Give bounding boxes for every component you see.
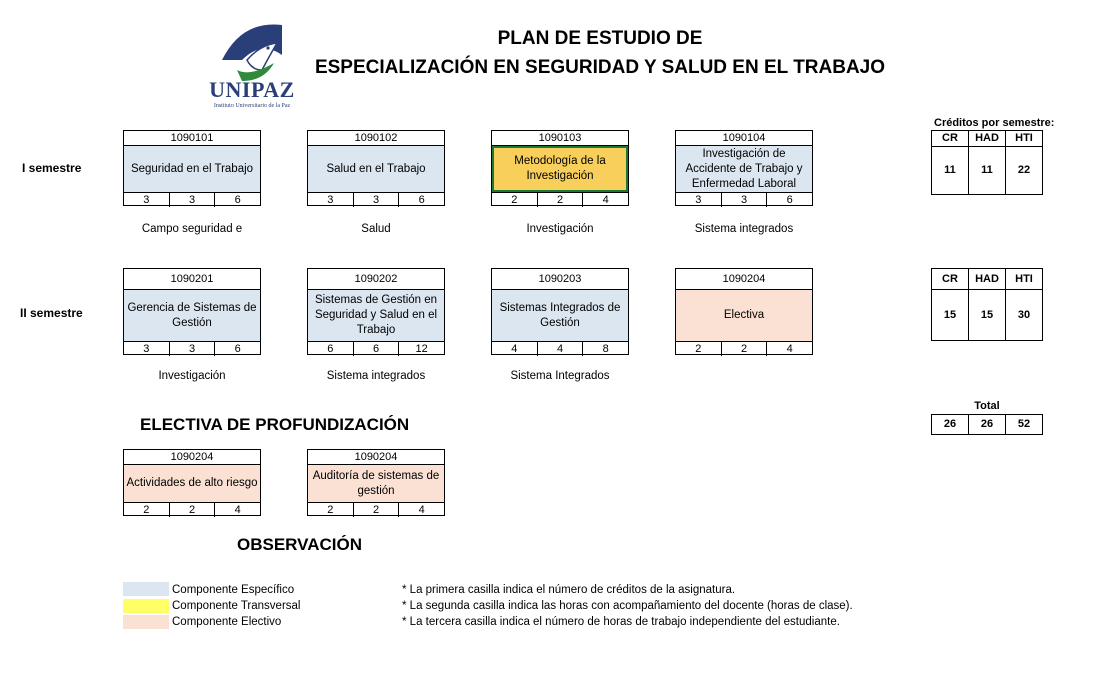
sem2-cr: 15 — [932, 290, 969, 340]
course-hti: 4 — [234, 504, 241, 516]
total-had: 26 — [969, 415, 1006, 434]
course-cr: 4 — [492, 342, 538, 356]
observation-note: * La segunda casilla indica las horas con acompañamiento del docente (horas de clase). — [402, 600, 853, 612]
course-hti: 6 — [786, 194, 793, 206]
course-cr: 6 — [308, 342, 354, 356]
course-code: 1090203 — [492, 269, 628, 290]
logo-text: UNIPAZ — [209, 77, 295, 102]
observation-note: * La tercera casilla indica el número de horas de trabajo independiente del estudiante. — [402, 616, 840, 628]
course-cr: 3 — [308, 193, 354, 207]
course-area: Salud — [361, 223, 391, 235]
course-card — [675, 268, 813, 355]
course-card — [123, 449, 261, 516]
course-had: 3 — [354, 193, 400, 207]
course-area: Sistema integrados — [326, 370, 426, 382]
course-name: Seguridad en el Trabajo — [124, 146, 260, 192]
course-card — [123, 268, 261, 355]
course-had: 6 — [354, 342, 400, 356]
course-had: 4 — [538, 342, 584, 356]
course-area: Investigación — [158, 370, 226, 382]
course-had: 2 — [354, 503, 400, 517]
course-name: Auditoría de sistemas de gestión — [308, 465, 444, 502]
semester2-label: II semestre — [20, 306, 83, 320]
course-name: Salud en el Trabajo — [308, 146, 444, 192]
observacion-title: OBSERVACIÓN — [237, 535, 363, 554]
course-area: Campo seguridad e — [141, 223, 243, 235]
course-card[interactable] — [491, 130, 629, 206]
course-cr: 2 — [124, 503, 170, 517]
legend-swatch-especifico — [123, 582, 169, 596]
semester2-credits-table — [931, 268, 1043, 341]
course-values — [308, 341, 444, 356]
course-code: 1090104 — [676, 131, 812, 146]
course-card — [307, 268, 445, 355]
course-had: 3 — [170, 342, 216, 356]
legend-label: Componente Transversal — [172, 600, 301, 612]
course-name: Sistemas Integrados de Gestión — [492, 290, 628, 341]
unipaz-logo — [202, 15, 302, 115]
course-name: Investigación de Accidente de Trabajo y Enfermedad Laboral — [676, 146, 812, 192]
col-hti: HTI — [1015, 132, 1033, 144]
course-cr: 3 — [676, 193, 722, 207]
sem1-had: 11 — [969, 147, 1006, 194]
course-hti: 6 — [418, 194, 425, 206]
course-had: 2 — [722, 342, 768, 356]
course-hti: 6 — [234, 343, 241, 355]
course-values — [676, 192, 812, 207]
sem1-hti: 22 — [1017, 164, 1031, 176]
total-cr: 26 — [932, 415, 969, 434]
col-hti: HTI — [1015, 273, 1033, 285]
col-had: HAD — [969, 269, 1006, 289]
course-card — [675, 130, 813, 206]
course-card — [307, 449, 445, 516]
course-name: Actividades de alto riesgo — [124, 465, 260, 502]
total-hti: 52 — [1017, 418, 1031, 430]
course-cr: 3 — [124, 342, 170, 356]
course-code: 1090201 — [124, 269, 260, 290]
col-cr: CR — [932, 131, 969, 146]
col-had: HAD — [969, 131, 1006, 146]
course-hti: 4 — [418, 504, 425, 516]
course-cr: 2 — [492, 193, 538, 207]
legend-label: Componente Específico — [172, 584, 295, 596]
course-code: 1090204 — [676, 269, 812, 290]
legend-swatch-electivo — [123, 615, 169, 629]
page-title-line2: ESPECIALIZACIÓN EN SEGURIDAD Y SALUD EN EL TRABAJO — [314, 57, 886, 78]
semester1-label: I semestre — [22, 161, 82, 175]
total-label: Total — [974, 400, 1000, 412]
course-area: Sistema integrados — [694, 223, 794, 235]
sem2-hti: 30 — [1017, 309, 1031, 321]
legend-swatch-transversal — [123, 599, 169, 613]
course-code: 1090103 — [492, 131, 628, 146]
course-name-selected-cell[interactable]: Metodología de la Investigación — [492, 146, 628, 192]
logo-subtext: Instituto Universitario de la Paz — [213, 103, 291, 109]
page-title-line1: PLAN DE ESTUDIO DE — [497, 28, 703, 49]
course-code: 1090204 — [124, 450, 260, 465]
electiva-title: ELECTIVA DE PROFUNDIZACIÓN — [140, 415, 410, 434]
course-code: 1090204 — [308, 450, 444, 465]
course-had: 3 — [722, 193, 768, 207]
course-hti: 4 — [602, 194, 609, 206]
course-name: Gerencia de Sistemas de Gestión — [124, 290, 260, 341]
total-credits-table — [931, 414, 1043, 435]
course-values — [124, 502, 260, 517]
course-code: 1090102 — [308, 131, 444, 146]
legend-label: Componente Electivo — [172, 616, 282, 628]
course-hti: 6 — [234, 194, 241, 206]
sem1-cr: 11 — [932, 147, 969, 194]
course-values — [492, 192, 628, 207]
sem2-had: 15 — [969, 290, 1006, 340]
course-area: Sistema Integrados — [510, 370, 610, 382]
course-hti: 12 — [415, 343, 428, 355]
course-values — [492, 341, 628, 356]
observation-note: * La primera casilla indica el número de créditos de la asignatura. — [402, 584, 736, 596]
course-cr: 2 — [308, 503, 354, 517]
course-values — [124, 341, 260, 356]
course-values — [308, 192, 444, 207]
course-code: 1090101 — [124, 131, 260, 146]
course-values — [676, 341, 812, 356]
course-values — [124, 192, 260, 207]
course-card — [491, 268, 629, 355]
course-card — [307, 130, 445, 206]
course-code: 1090202 — [308, 269, 444, 290]
course-card — [123, 130, 261, 206]
col-cr: CR — [932, 269, 969, 289]
course-name: Sistemas de Gestión en Seguridad y Salud en el Trabajo — [308, 290, 444, 341]
course-area: Investigación — [526, 223, 594, 235]
course-hti: 8 — [602, 343, 609, 355]
semester1-credits-table — [931, 130, 1043, 195]
course-hti: 4 — [786, 343, 793, 355]
course-cr: 3 — [124, 193, 170, 207]
course-name: Electiva — [676, 290, 812, 341]
credits-heading: Créditos por semestre: — [934, 117, 1055, 129]
course-cr: 2 — [676, 342, 722, 356]
course-had: 3 — [170, 193, 216, 207]
course-values — [308, 502, 444, 517]
course-had: 2 — [170, 503, 216, 517]
course-had: 2 — [538, 193, 584, 207]
